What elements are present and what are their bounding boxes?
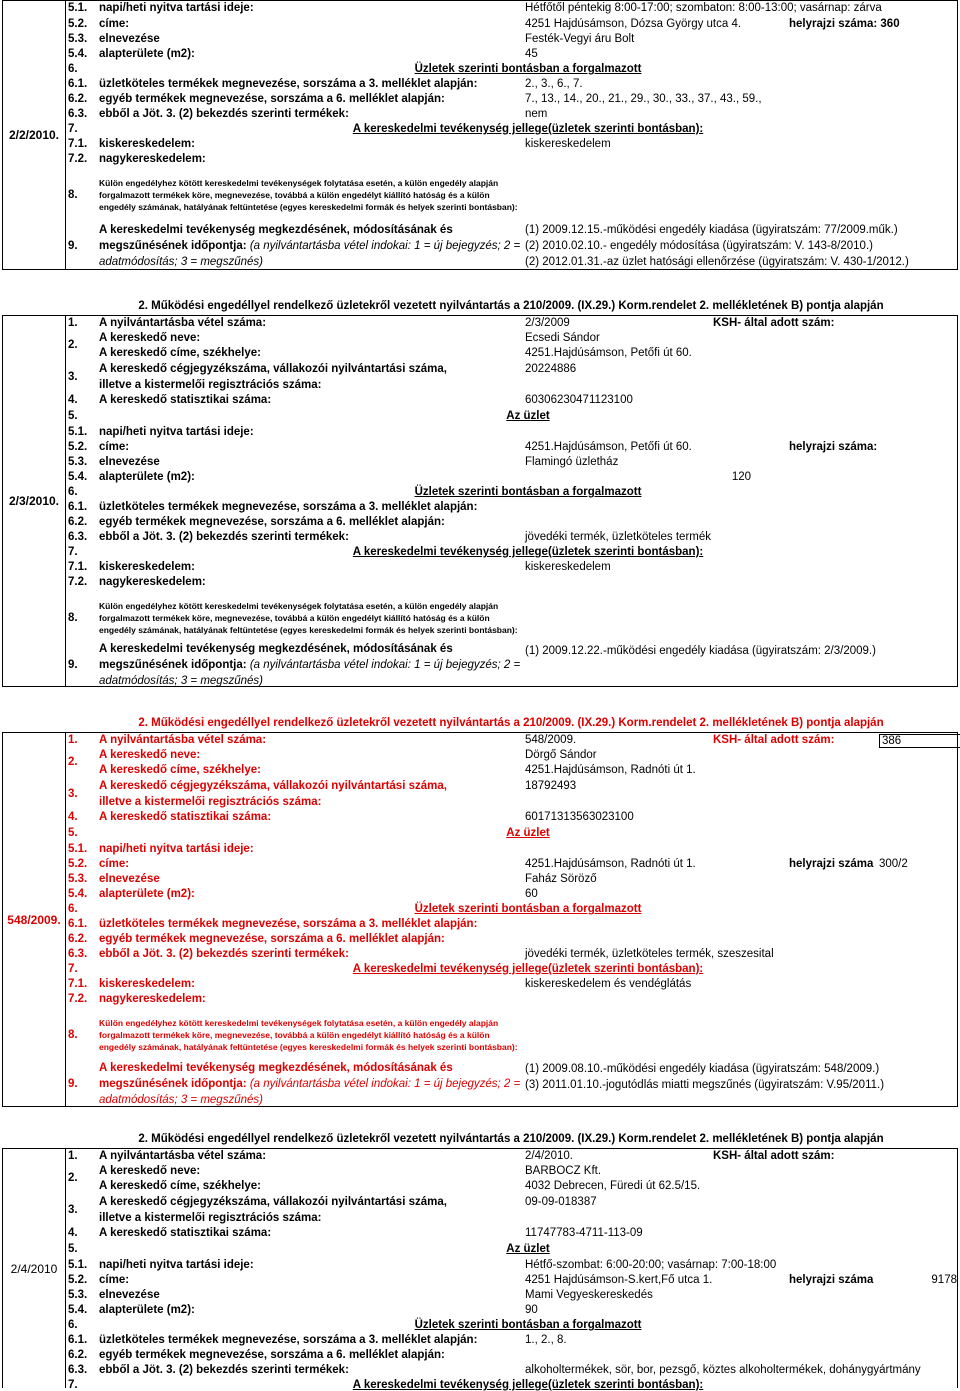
row-5-3: 5.3. elnevezése Flamingó üzletház bbox=[68, 456, 619, 468]
row-6: 6. Üzletek szerinti bontásban a forgalmazott bbox=[68, 486, 642, 498]
row-5-4: 5.4. alapterülete (m2): 45 bbox=[68, 48, 538, 60]
row-6-3: 6.3. ebből a Jöt. 3. (2) bekezdés szerinti termékek: jövedéki termék, üzletköteles termék, szeszesital bbox=[68, 948, 774, 960]
row-1: 1. A nyilvántartásba vétel száma: 2/4/2010. KSH- által adott szám: bbox=[68, 1150, 835, 1162]
row-7: 7. A kereskedelmi tevékenység jellege(üzletek szerinti bontásban): bbox=[68, 123, 704, 135]
row-2-name: A kereskedő neve: Ecsedi Sándor bbox=[99, 332, 600, 344]
row-6-2: 6.2. egyéb termékek megnevezése, sorszáma a 6. melléklet alapján: bbox=[68, 516, 445, 528]
row-5-4: 5.4. alapterülete (m2): 90 bbox=[68, 1304, 538, 1316]
row-6-1: 6.1. üzletköteles termékek megnevezése, sorszáma a 3. melléklet alapján: 2., 3., 6., 7. bbox=[68, 78, 583, 90]
record-block-3 bbox=[2, 717, 958, 1107]
row-7-2: 7.2. nagykereskedelem: bbox=[68, 576, 206, 588]
row-3-num: 3. bbox=[68, 371, 78, 383]
row-3-num: 3. bbox=[68, 788, 78, 800]
row-6-1: 6.1. üzletköteles termékek megnevezése, sorszáma a 3. melléklet alapján: bbox=[68, 501, 478, 513]
row-6-3: 6.3. ebből a Jöt. 3. (2) bekezdés szerinti termékek: jövedéki termék, üzletköteles termék bbox=[68, 531, 711, 543]
row-5: 5. Az üzlet bbox=[68, 1243, 550, 1255]
row-6-1: 6.1. üzletköteles termékek megnevezése, sorszáma a 3. melléklet alapján: bbox=[68, 918, 478, 930]
record-block-4 bbox=[2, 1133, 958, 1391]
row-7: 7. A kereskedelmi tevékenység jellege(üzletek szerinti bontásban): bbox=[68, 963, 704, 975]
record-id: 2/3/2010. bbox=[3, 316, 66, 686]
row-5-4: 5.4. alapterülete (m2): 60 bbox=[68, 888, 538, 900]
row-3a: A kereskedő cégjegyzékszáma, vállakozói nyilvántartási száma, 20224886 bbox=[99, 363, 577, 375]
row-7: 7. A kereskedelmi tevékenység jellege(üzletek szerinti bontásban): bbox=[68, 546, 704, 558]
row-9: 9. A kereskedelmi tevékenység megkezdésének, módosításának és megszűnésének időpontja: (a nyilvántartásba vétel indokai: 1 = új bejegyzés; 2 = adatmódosítás; 3 = megszűnés) (1) 2009.12.22.-működési engedély kiadása (ügyiratszám: 2/3/2009.) bbox=[68, 643, 876, 687]
row-9: 9. A kereskedelmi tevékenység megkezdésének, módosításának és megszűnésének időpontja: (a nyilvántartásba vétel indokai: 1 = új bejegyzés; 2 = adatmódosítás; 3 = megszűnés) (1) 2009.08.10.-működési engedély kiadása (ügyiratszám: 548/2009.) (3) 2011.01.10.-jogutódlás miatti megszűnés (ügyiratszám: V.95/2011.) bbox=[68, 1061, 885, 1106]
row-7-2: 7.2. nagykereskedelem: bbox=[68, 993, 206, 1005]
row-5-3: 5.3. elnevezése Faház Söröző bbox=[68, 873, 597, 885]
row-3b: illetve a kistermelői regisztrációs száma: bbox=[99, 796, 322, 808]
row-8: 8. Külön engedélyhez kötött kereskedelmi tevékenységek folytatása esetén, a külön engedély alapján forgalmazott termékek köre, megnevezése, továbbá a külön engedélyt kiállító hatóság és a külön engedély számának, hatályának feltüntetése (egyes kereskedelmi formák és helyek szerinti bontásban): bbox=[68, 178, 518, 212]
row-8: 8. Külön engedélyhez kötött kereskedelmi tevékenységek folytatása esetén, a külön engedély alapján forgalmazott termékek köre, megnevezése, továbbá a külön engedélyt kiállító hatóság és a külön engedély számának, hatályának feltüntetése (egyes kereskedelmi formák és helyek szerinti bontásban): bbox=[68, 1018, 518, 1052]
record-id: 2/4/2010 bbox=[3, 1149, 66, 1388]
row-3a: A kereskedő cégjegyzékszáma, vállakozói nyilvántartási száma, 09-09-018387 bbox=[99, 1196, 597, 1208]
row-3b: illetve a kistermelői regisztrációs száma: bbox=[99, 1212, 322, 1224]
row-6-3: 6.3. ebből a Jöt. 3. (2) bekezdés szerinti termékek: alkoholtermékek, sör, bor, pezsgő, köztes alkoholtermékek, dohánygyártmány bbox=[68, 1364, 921, 1376]
row-6: 6. Üzletek szerinti bontásban a forgalmazott bbox=[68, 63, 642, 75]
row-2-address: A kereskedő címe, székhelye: 4251.Hajdúsámson, Radnóti út 1. bbox=[99, 764, 696, 776]
row-4: 4. A kereskedő statisztikai száma: 603062304711231​00 bbox=[68, 394, 633, 406]
row-5: 5. Az üzlet bbox=[68, 410, 550, 422]
block-title: 2. Működési engedéllyel rendelkező üzletekről vezetett nyilvántartás a 210/2009. (IX.29.) Korm.rendelet 2. mellékletének B) pontja alapján bbox=[138, 300, 884, 312]
row-7: 7. A kereskedelmi tevékenység jellege(üzletek szerinti bontásban): bbox=[68, 1379, 704, 1391]
row-5-1: 5.1. napi/heti nyitva tartási ideje: Hétfőtől péntekig 8:00-17:00; szombaton: 8:00-13:00; vasárnap: zárva bbox=[68, 2, 882, 14]
row-6-2: 6.2. egyéb termékek megnevezése, sorszáma a 6. melléklet alapján: 7., 13., 14., 20., 21., 29., 30., 33., 37., 43., 59., bbox=[68, 93, 762, 105]
row-5-1: 5.1. napi/heti nyitva tartási ideje: bbox=[68, 843, 254, 855]
row-5-2: 5.2. címe: 4251 Hajdúsámson, Dózsa György utca 4. helyrajzi száma: 360 bbox=[68, 18, 900, 30]
row-2-name: A kereskedő neve: BARBÓCZ Kft. bbox=[99, 1165, 602, 1177]
row-6: 6. Üzletek szerinti bontásban a forgalmazott bbox=[68, 1319, 642, 1331]
row-6: 6. Üzletek szerinti bontásban a forgalmazott bbox=[68, 903, 642, 915]
row-6-3: 6.3. ebből a Jöt. 3. (2) bekezdés szerinti termékek: nem bbox=[68, 108, 548, 120]
row-3-num: 3. bbox=[68, 1204, 78, 1216]
row-6-1: 6.1. üzletköteles termékek megnevezése, sorszáma a 3. melléklet alapján: 1., 2., 8. bbox=[68, 1334, 567, 1346]
row-2-num: 2. bbox=[68, 1172, 78, 1184]
record-id: 2/2/2010. bbox=[3, 1, 66, 269]
record-id: 548/2009. bbox=[3, 733, 66, 1106]
row-6-2: 6.2. egyéb termékek megnevezése, sorszáma a 6. melléklet alapján: bbox=[68, 933, 445, 945]
row-6-2: 6.2. egyéb termékek megnevezése, sorszáma a 6. melléklet alapján: bbox=[68, 1349, 445, 1361]
row-2-address: A kereskedő címe, székhelye: 4032 Debrecen, Füredi út 62.5/15. bbox=[99, 1180, 701, 1192]
record-block-2 bbox=[2, 300, 958, 687]
row-2-num: 2. bbox=[68, 339, 78, 351]
row-2-address: A kereskedő címe, székhelye: 4251.Hajdúsámson, Petőfi út 60. bbox=[99, 347, 692, 359]
row-3a: A kereskedő cégjegyzékszáma, vállakozói nyilvántartási száma, 18792493 bbox=[99, 780, 577, 792]
row-7-1: 7.1. kiskereskedelem: kiskereskedelem és vendéglátás bbox=[68, 978, 692, 990]
row-3b: illetve a kistermelői regisztrációs száma: bbox=[99, 379, 322, 391]
block-title: 2. Működési engedéllyel rendelkező üzletekről vezetett nyilvántartás a 210/2009. (IX.29.) Korm.rendelet 2. mellékletének B) pontja alapján bbox=[138, 1133, 884, 1145]
row-7-1: 7.1. kiskereskedelem: kiskereskedelem bbox=[68, 561, 611, 573]
row-5: 5. Az üzlet bbox=[68, 827, 550, 839]
row-2-name: A kereskedő neve: Dörgő Sándor bbox=[99, 749, 597, 761]
row-5-2: 5.2. címe: 4251 Hajdúsámson-S.kert,Fő utca 1. helyrajzi száma 9178 bbox=[68, 1274, 957, 1286]
row-7-1: 7.1. kiskereskedelem: kiskereskedelem bbox=[68, 138, 611, 150]
row-9: 9. A kereskedelmi tevékenység megkezdésének, módosításának és megszűnésének időpontja: (a nyilvántartásba vétel indokai: 1 = új bejegyzés; 2 = adatmódosítás; 3 = megszűnés) (1) 2009.12.15.-működési engedély kiadása (ügyiratszám: 77/2009.műk.) (2) 2010.02.10.- engedély módosítása (ügyiratszám: V. 143-8/2010.) (2) 2012.01.31.-az üzlet hatósági ellenőrzése (ügyiratszám: V. 430-1/2012.) bbox=[68, 224, 909, 268]
row-5-1: 5.1. napi/heti nyitva tartási ideje: bbox=[68, 426, 254, 438]
row-5-3: 5.3. elnevezése Festék-Vegyi áru Bolt bbox=[68, 33, 635, 45]
record-block-1 bbox=[2, 0, 958, 270]
row-5-1: 5.1. napi/heti nyitva tartási ideje: Hétfő-szombat: 6:00-20:00; vasárnap: 7:00-18:00 bbox=[68, 1259, 777, 1271]
row-8: 8. Külön engedélyhez kötött kereskedelmi tevékenységek folytatása esetén, a külön engedély alapján forgalmazott termékek köre, megnevezése, továbbá a külön engedélyt kiállító hatóság és a külön engedély számának, hatályának feltüntetése (egyes kereskedelmi formák és helyek szerinti bontásban): bbox=[68, 601, 518, 635]
row-4: 4. A kereskedő statisztikai száma: 11747783-4711-113-09 bbox=[68, 1227, 643, 1239]
row-1: 1. A nyilvántartásba vétel száma: 2/3/2009 KSH- által adott szám: bbox=[68, 317, 835, 329]
block-title: 2. Működési engedéllyel rendelkező üzletekről vezetett nyilvántartás a 210/2009. (IX.29.) Korm.rendelet 2. mellékletének B) pontja alapján bbox=[138, 717, 884, 729]
row-5-2: 5.2. címe: 4251.Hajdúsámson, Petőfi út 60. helyrajzi száma: bbox=[68, 441, 878, 453]
row-7-2: 7.2. nagykereskedelem: bbox=[68, 153, 206, 165]
row-2-num: 2. bbox=[68, 756, 78, 768]
row-5-3: 5.3. elnevezése Mami Vegyeskereskedés bbox=[68, 1289, 653, 1301]
row-1: 1. A nyilvántartásba vétel száma: 548/2009. KSH- által adott szám: 386 bbox=[65, 734, 957, 748]
row-4: 4. A kereskedő statisztikai száma: 60171313563023100 bbox=[68, 811, 634, 823]
row-5-4: 5.4. alapterülete (m2): 120 bbox=[68, 471, 751, 483]
row-5-2: 5.2. címe: 4251.Hajdúsámson, Radnóti út 1. helyrajzi száma 300/2 bbox=[68, 858, 908, 870]
